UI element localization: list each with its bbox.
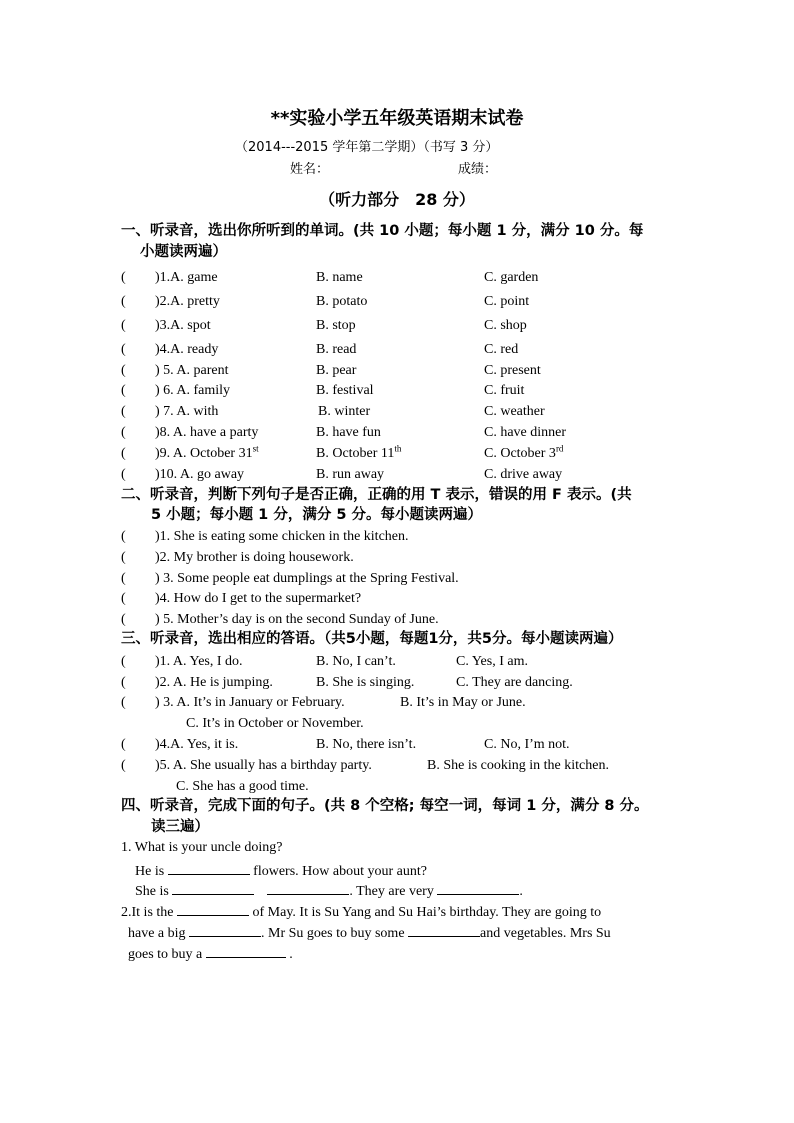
option-c: C. point xyxy=(484,294,530,309)
option-b: B. No, there isn’t. xyxy=(316,737,417,752)
option-c: C. October 3rd xyxy=(484,443,564,461)
option-c: C. weather xyxy=(484,404,545,419)
answer-paren[interactable]: ( xyxy=(121,467,126,482)
option-c: C. red xyxy=(484,342,519,357)
option-c: C. fruit xyxy=(484,383,525,398)
option-b: B. run away xyxy=(316,467,385,482)
fill-line: have a big . Mr Su goes to buy some and vegetables. Mrs Su xyxy=(128,926,611,941)
option-a: )8. A. have a party xyxy=(155,425,259,440)
option-a: )4.A. Yes, it is. xyxy=(155,737,239,752)
option-a: )2. A. He is jumping. xyxy=(155,675,273,690)
answer-paren[interactable]: ( xyxy=(121,383,126,398)
option-c: C. No, I’m not. xyxy=(484,737,570,752)
section4-heading-cont: 读三遍） xyxy=(151,819,209,835)
option-b: B. pear xyxy=(316,363,357,378)
option-c: C. drive away xyxy=(484,467,563,482)
option-a: )10. A. go away xyxy=(155,467,245,482)
blank-field[interactable] xyxy=(408,924,480,937)
answer-paren[interactable]: ( xyxy=(121,654,126,669)
part-title: （听力部分 28 分） xyxy=(319,190,475,209)
answer-paren[interactable]: ( xyxy=(121,737,126,752)
option-c: C. have dinner xyxy=(484,425,567,440)
statement: ) 5. Mother’s day is on the second Sunday of June. xyxy=(155,612,439,627)
option-a: )9. A. October 31st xyxy=(155,443,259,461)
option-c: C. shop xyxy=(484,318,527,333)
option-a: )2.A. pretty xyxy=(155,294,220,309)
name-label: 姓名： xyxy=(290,162,330,177)
statement: ) 3. Some people eat dumplings at the Spring Festival. xyxy=(155,571,459,586)
section2-heading: 二、听录音，判断下列句子是否正确，正确的用 T 表示，错误的用 F 表示。(共 xyxy=(121,487,632,503)
exam-subtitle: （2014---2015 学年第二学期）（书写 3 分） xyxy=(235,140,499,155)
blank-field[interactable] xyxy=(177,903,249,916)
option-b: B. have fun xyxy=(316,425,381,440)
answer-paren[interactable]: ( xyxy=(121,612,126,627)
option-b: B. stop xyxy=(316,318,356,333)
answer-paren[interactable]: ( xyxy=(121,294,126,309)
answer-paren[interactable]: ( xyxy=(121,342,126,357)
option-a: )4.A. ready xyxy=(155,342,219,357)
blank-field[interactable] xyxy=(172,882,254,895)
option-b: B. festival xyxy=(316,383,374,398)
answer-paren[interactable]: ( xyxy=(121,446,126,461)
answer-paren[interactable]: ( xyxy=(121,363,126,378)
option-a: ) 5. A. parent xyxy=(155,363,229,378)
option-a: )3.A. spot xyxy=(155,318,211,333)
blank-field[interactable] xyxy=(437,882,519,895)
option-b: B. October 11th xyxy=(316,443,402,461)
question-text: 1. What is your uncle doing? xyxy=(121,840,283,855)
option-c: C. Yes, I am. xyxy=(456,654,528,669)
answer-paren[interactable]: ( xyxy=(121,695,126,710)
answer-paren[interactable]: ( xyxy=(121,318,126,333)
option-b: B. winter xyxy=(318,404,371,419)
section1-heading-cont: 小题读两遍） xyxy=(140,244,227,260)
fill-line: She is . They are very . xyxy=(135,884,523,899)
answer-paren[interactable]: ( xyxy=(121,591,126,606)
option-b: B. It’s in May or June. xyxy=(400,695,526,710)
answer-paren[interactable]: ( xyxy=(121,550,126,565)
blank-field[interactable] xyxy=(168,862,250,875)
statement: )4. How do I get to the supermarket? xyxy=(155,591,362,606)
answer-paren[interactable]: ( xyxy=(121,758,126,773)
score-label: 成绩： xyxy=(458,162,498,177)
fill-line: goes to buy a . xyxy=(128,947,293,962)
answer-paren[interactable]: ( xyxy=(121,270,126,285)
blank-field[interactable] xyxy=(206,945,286,958)
answer-paren[interactable]: ( xyxy=(121,675,126,690)
option-a: ) 3. A. It’s in January or February. xyxy=(155,695,345,710)
option-a: )1.A. game xyxy=(155,270,218,285)
section3-heading: 三、听录音，选出相应的答语。（共5小题，每题1分，共5分。每小题读两遍） xyxy=(121,631,623,647)
option-c: C. It’s in October or November. xyxy=(186,716,364,731)
blank-field[interactable] xyxy=(189,924,261,937)
section4-heading: 四、听录音，完成下面的句子。(共 8 个空格; 每空一词，每词 1 分，满分 8 分。 xyxy=(121,798,649,814)
option-b: B. read xyxy=(316,342,357,357)
option-b: B. No, I can’t. xyxy=(316,654,396,669)
fill-line: He is flowers. How about your aunt? xyxy=(135,864,427,879)
option-c: C. They are dancing. xyxy=(456,675,573,690)
page-title: **实验小学五年级英语期末试卷 xyxy=(270,108,524,129)
answer-paren[interactable]: ( xyxy=(121,571,126,586)
option-b: B. She is singing. xyxy=(316,675,415,690)
fill-line: 2.It is the of May. It is Su Yang and Su Hai’s birthday. They are going to xyxy=(121,905,602,920)
option-b: B. potato xyxy=(316,294,368,309)
answer-paren[interactable]: ( xyxy=(121,425,126,440)
statement: )2. My brother is doing housework. xyxy=(155,550,354,565)
answer-paren[interactable]: ( xyxy=(121,529,126,544)
statement: )1. She is eating some chicken in the kitchen. xyxy=(155,529,409,544)
option-a: )5. A. She usually has a birthday party. xyxy=(155,758,372,773)
option-a: ) 7. A. with xyxy=(155,404,219,419)
option-b: B. She is cooking in the kitchen. xyxy=(427,758,609,773)
section1-heading: 一、听录音，选出你所听到的单词。(共 10 小题；每小题 1 分，满分 10 分。每 xyxy=(121,223,644,239)
option-c: C. garden xyxy=(484,270,539,285)
blank-field[interactable] xyxy=(267,882,349,895)
option-b: B. name xyxy=(316,270,363,285)
option-a: )1. A. Yes, I do. xyxy=(155,654,243,669)
option-a: ) 6. A. family xyxy=(155,383,231,398)
option-c: C. She has a good time. xyxy=(176,779,309,794)
section2-heading-cont: 5 小题；每小题 1 分，满分 5 分。每小题读两遍） xyxy=(151,507,483,523)
answer-paren[interactable]: ( xyxy=(121,404,126,419)
option-c: C. present xyxy=(484,363,541,378)
